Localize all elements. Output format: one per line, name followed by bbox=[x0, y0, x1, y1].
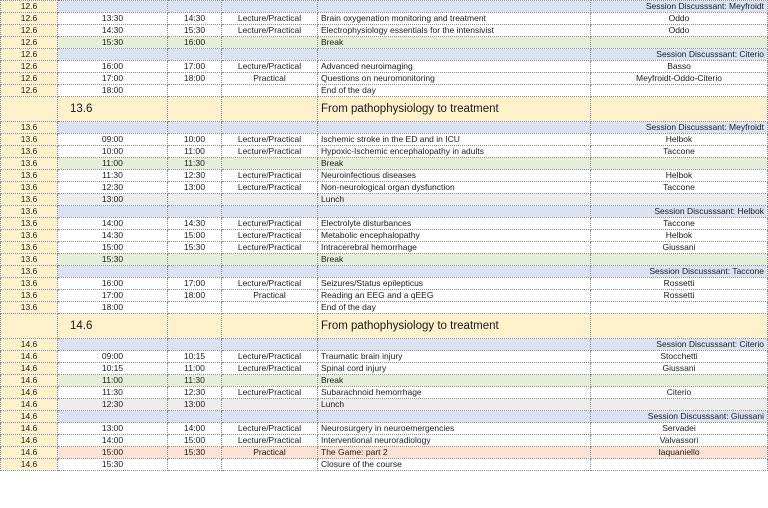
end-time-cell bbox=[168, 254, 222, 266]
date-cell: 12.6 bbox=[1, 37, 58, 49]
format-cell bbox=[222, 194, 318, 206]
end-time-cell: 16:00 bbox=[168, 37, 222, 49]
end-time-cell bbox=[168, 339, 222, 351]
start-time-cell bbox=[58, 266, 168, 278]
session-discussant-cell: Session Discusssant: Helbok bbox=[591, 206, 768, 218]
end-time-cell: 10:15 bbox=[168, 351, 222, 363]
format-cell bbox=[222, 37, 318, 49]
title-cell: Metabolic encephalopathy bbox=[318, 230, 591, 242]
start-time-cell: 11:30 bbox=[58, 387, 168, 399]
date-cell: 13.6 bbox=[1, 230, 58, 242]
title-cell: End of the day bbox=[318, 302, 591, 314]
speaker-cell: Meyfroidt-Oddo-Citerio bbox=[591, 73, 768, 85]
speaker-cell: Basso bbox=[591, 61, 768, 73]
speaker-cell: Servadei bbox=[591, 423, 768, 435]
table-row bbox=[1, 218, 768, 230]
title-cell: The Game: part 2 bbox=[318, 447, 591, 459]
speaker-cell: Taccone bbox=[591, 218, 768, 230]
start-time-cell: 12:30 bbox=[58, 399, 168, 411]
speaker-cell: Helbok bbox=[591, 230, 768, 242]
end-time-cell: 15:00 bbox=[168, 435, 222, 447]
title-cell: End of the day bbox=[318, 85, 591, 97]
session-discussant-cell: Session Discusssant: Giussani bbox=[591, 411, 768, 423]
table-row bbox=[1, 459, 768, 471]
title-cell bbox=[318, 411, 591, 423]
date-cell: 14.6 bbox=[1, 447, 58, 459]
format-cell bbox=[222, 122, 318, 134]
date-cell: 13.6 bbox=[1, 182, 58, 194]
date-cell: 13.6 bbox=[1, 170, 58, 182]
end-time-cell: 15:30 bbox=[168, 242, 222, 254]
start-time-cell: 18:00 bbox=[58, 85, 168, 97]
format-cell bbox=[222, 1, 318, 13]
date-cell bbox=[1, 97, 58, 122]
format-cell: Lecture/Practical bbox=[222, 278, 318, 290]
date-cell bbox=[1, 314, 58, 339]
speaker-cell: Rossetti bbox=[591, 290, 768, 302]
speaker-cell: Helbok bbox=[591, 170, 768, 182]
speaker-cell bbox=[591, 97, 768, 122]
date-cell: 13.6 bbox=[1, 242, 58, 254]
format-cell: Practical bbox=[222, 447, 318, 459]
table-row bbox=[1, 399, 768, 411]
title-cell: Subarachnoid hemorrhage bbox=[318, 387, 591, 399]
speaker-cell: Taccone bbox=[591, 182, 768, 194]
start-time-cell: 17:00 bbox=[58, 290, 168, 302]
speaker-cell: Citerio bbox=[591, 387, 768, 399]
format-cell bbox=[222, 459, 318, 471]
start-time-cell bbox=[58, 339, 168, 351]
title-cell bbox=[318, 1, 591, 13]
session-row bbox=[1, 206, 768, 218]
title-cell: Electrophysiology essentials for the intensivist bbox=[318, 25, 591, 37]
end-time-cell: 12:30 bbox=[168, 387, 222, 399]
session-row bbox=[1, 1, 768, 13]
date-cell: 12.6 bbox=[1, 25, 58, 37]
format-cell: Lecture/Practical bbox=[222, 182, 318, 194]
end-time-cell bbox=[168, 97, 222, 122]
end-time-cell: 14:00 bbox=[168, 423, 222, 435]
date-cell: 14.6 bbox=[1, 423, 58, 435]
start-time-cell: 15:30 bbox=[58, 37, 168, 49]
table-row bbox=[1, 435, 768, 447]
title-cell: Lunch bbox=[318, 194, 591, 206]
start-time-cell: 14:00 bbox=[58, 435, 168, 447]
start-time-cell: 13:00 bbox=[58, 423, 168, 435]
start-time-cell: 18:00 bbox=[58, 302, 168, 314]
date-cell: 13.6 bbox=[1, 146, 58, 158]
start-time-cell: 14:00 bbox=[58, 218, 168, 230]
speaker-cell: Oddo bbox=[591, 13, 768, 25]
table-row bbox=[1, 146, 768, 158]
date-cell: 14.6 bbox=[1, 399, 58, 411]
title-cell: Break bbox=[318, 158, 591, 170]
end-time-cell: 17:00 bbox=[168, 278, 222, 290]
format-cell: Lecture/Practical bbox=[222, 25, 318, 37]
start-time-cell: 15:00 bbox=[58, 447, 168, 459]
start-time-cell: 14.6 bbox=[58, 314, 168, 339]
title-cell: From pathophysiology to treatment bbox=[318, 314, 591, 339]
title-cell bbox=[318, 49, 591, 61]
title-cell: Questions on neuromonitoring bbox=[318, 73, 591, 85]
end-time-cell: 13:00 bbox=[168, 182, 222, 194]
date-cell: 13.6 bbox=[1, 266, 58, 278]
start-time-cell: 15:30 bbox=[58, 459, 168, 471]
day-header-row bbox=[1, 97, 768, 122]
date-cell: 13.6 bbox=[1, 218, 58, 230]
speaker-cell: Giussani bbox=[591, 242, 768, 254]
end-time-cell: 18:00 bbox=[168, 73, 222, 85]
speaker-cell bbox=[591, 37, 768, 49]
date-cell: 13.6 bbox=[1, 134, 58, 146]
format-cell: Lecture/Practical bbox=[222, 146, 318, 158]
speaker-cell: Taccone bbox=[591, 146, 768, 158]
speaker-cell bbox=[591, 302, 768, 314]
date-cell: 14.6 bbox=[1, 339, 58, 351]
format-cell: Lecture/Practical bbox=[222, 134, 318, 146]
start-time-cell: 10:00 bbox=[58, 146, 168, 158]
date-cell: 12.6 bbox=[1, 61, 58, 73]
title-cell: Reading an EEG and a qEEG bbox=[318, 290, 591, 302]
speaker-cell: Helbok bbox=[591, 134, 768, 146]
date-cell: 14.6 bbox=[1, 375, 58, 387]
table-row bbox=[1, 278, 768, 290]
date-cell: 12.6 bbox=[1, 73, 58, 85]
schedule-body bbox=[1, 1, 768, 471]
end-time-cell: 17:00 bbox=[168, 61, 222, 73]
format-cell: Lecture/Practical bbox=[222, 363, 318, 375]
format-cell: Lecture/Practical bbox=[222, 13, 318, 25]
title-cell bbox=[318, 339, 591, 351]
start-time-cell: 16:00 bbox=[58, 278, 168, 290]
speaker-cell: Stocchetti bbox=[591, 351, 768, 363]
date-cell: 13.6 bbox=[1, 254, 58, 266]
end-time-cell: 14:30 bbox=[168, 218, 222, 230]
title-cell bbox=[318, 122, 591, 134]
format-cell bbox=[222, 375, 318, 387]
date-cell: 13.6 bbox=[1, 158, 58, 170]
title-cell bbox=[318, 266, 591, 278]
date-cell: 12.6 bbox=[1, 1, 58, 13]
session-discussant-cell: Session Discusssant: Citerio bbox=[591, 49, 768, 61]
format-cell bbox=[222, 266, 318, 278]
table-row bbox=[1, 375, 768, 387]
end-time-cell: 13:00 bbox=[168, 399, 222, 411]
format-cell: Lecture/Practical bbox=[222, 170, 318, 182]
end-time-cell bbox=[168, 206, 222, 218]
format-cell: Practical bbox=[222, 290, 318, 302]
format-cell: Lecture/Practical bbox=[222, 423, 318, 435]
speaker-cell bbox=[591, 399, 768, 411]
session-row bbox=[1, 339, 768, 351]
title-cell: Brain oxygenation monitoring and treatment bbox=[318, 13, 591, 25]
title-cell: Hypoxic-Ischemic encephalopathy in adults bbox=[318, 146, 591, 158]
date-cell: 14.6 bbox=[1, 351, 58, 363]
table-row bbox=[1, 134, 768, 146]
start-time-cell: 17:00 bbox=[58, 73, 168, 85]
start-time-cell: 10:15 bbox=[58, 363, 168, 375]
end-time-cell: 15:00 bbox=[168, 230, 222, 242]
start-time-cell: 15:00 bbox=[58, 242, 168, 254]
title-cell: Non-neurological organ dysfunction bbox=[318, 182, 591, 194]
title-cell: Spinal cord injury bbox=[318, 363, 591, 375]
format-cell: Lecture/Practical bbox=[222, 387, 318, 399]
date-cell: 14.6 bbox=[1, 411, 58, 423]
end-time-cell: 11:30 bbox=[168, 158, 222, 170]
start-time-cell: 09:00 bbox=[58, 134, 168, 146]
start-time-cell: 13:30 bbox=[58, 13, 168, 25]
title-cell: Advanced neuroimaging bbox=[318, 61, 591, 73]
session-row bbox=[1, 411, 768, 423]
title-cell: Neurosurgery in neuroemergencies bbox=[318, 423, 591, 435]
end-time-cell: 14:30 bbox=[168, 13, 222, 25]
end-time-cell: 12:30 bbox=[168, 170, 222, 182]
table-row bbox=[1, 423, 768, 435]
end-time-cell: 11:30 bbox=[168, 375, 222, 387]
end-time-cell: 15:30 bbox=[168, 25, 222, 37]
start-time-cell: 16:00 bbox=[58, 61, 168, 73]
end-time-cell bbox=[168, 49, 222, 61]
end-time-cell bbox=[168, 411, 222, 423]
start-time-cell bbox=[58, 49, 168, 61]
date-cell: 12.6 bbox=[1, 13, 58, 25]
format-cell bbox=[222, 206, 318, 218]
title-cell: Interventional neuroradiology bbox=[318, 435, 591, 447]
end-time-cell bbox=[168, 266, 222, 278]
session-discussant-cell: Session Discusssant: Citerio bbox=[591, 339, 768, 351]
date-cell: 12.6 bbox=[1, 85, 58, 97]
format-cell: Lecture/Practical bbox=[222, 230, 318, 242]
date-cell: 13.6 bbox=[1, 302, 58, 314]
table-row bbox=[1, 194, 768, 206]
start-time-cell: 14:30 bbox=[58, 230, 168, 242]
table-row bbox=[1, 37, 768, 49]
table-row bbox=[1, 254, 768, 266]
start-time-cell: 13:00 bbox=[58, 194, 168, 206]
speaker-cell bbox=[591, 158, 768, 170]
table-row bbox=[1, 13, 768, 25]
format-cell bbox=[222, 339, 318, 351]
end-time-cell bbox=[168, 1, 222, 13]
start-time-cell: 15:30 bbox=[58, 254, 168, 266]
title-cell: Break bbox=[318, 254, 591, 266]
table-row bbox=[1, 447, 768, 459]
date-cell: 13.6 bbox=[1, 194, 58, 206]
title-cell: Intracerebral hemorrhage bbox=[318, 242, 591, 254]
end-time-cell bbox=[168, 194, 222, 206]
table-row bbox=[1, 182, 768, 194]
date-cell: 13.6 bbox=[1, 206, 58, 218]
format-cell: Lecture/Practical bbox=[222, 61, 318, 73]
table-row bbox=[1, 25, 768, 37]
format-cell bbox=[222, 254, 318, 266]
title-cell: Break bbox=[318, 375, 591, 387]
end-time-cell: 11:00 bbox=[168, 146, 222, 158]
format-cell bbox=[222, 411, 318, 423]
format-cell: Practical bbox=[222, 73, 318, 85]
session-discussant-cell: Session Discusssant: Meyfroidt bbox=[591, 122, 768, 134]
table-row bbox=[1, 85, 768, 97]
table-row bbox=[1, 230, 768, 242]
format-cell: Lecture/Practical bbox=[222, 435, 318, 447]
format-cell bbox=[222, 302, 318, 314]
table-row bbox=[1, 363, 768, 375]
start-time-cell bbox=[58, 411, 168, 423]
start-time-cell: 11:30 bbox=[58, 170, 168, 182]
session-discussant-cell: Session Discusssant: Meyfroidt bbox=[591, 1, 768, 13]
table-row bbox=[1, 242, 768, 254]
date-cell: 12.6 bbox=[1, 49, 58, 61]
end-time-cell bbox=[168, 302, 222, 314]
start-time-cell bbox=[58, 122, 168, 134]
speaker-cell bbox=[591, 459, 768, 471]
title-cell: Closure of the course bbox=[318, 459, 591, 471]
speaker-cell bbox=[591, 375, 768, 387]
title-cell: Neuroinfectious diseases bbox=[318, 170, 591, 182]
speaker-cell: Rossetti bbox=[591, 278, 768, 290]
format-cell bbox=[222, 399, 318, 411]
session-row bbox=[1, 49, 768, 61]
date-cell: 14.6 bbox=[1, 387, 58, 399]
speaker-cell bbox=[591, 314, 768, 339]
title-cell: Ischemic stroke in the ED and in ICU bbox=[318, 134, 591, 146]
start-time-cell bbox=[58, 1, 168, 13]
speaker-cell: Oddo bbox=[591, 25, 768, 37]
table-row bbox=[1, 73, 768, 85]
format-cell bbox=[222, 158, 318, 170]
start-time-cell: 09:00 bbox=[58, 351, 168, 363]
format-cell bbox=[222, 97, 318, 122]
date-cell: 14.6 bbox=[1, 459, 58, 471]
end-time-cell: 10:00 bbox=[168, 134, 222, 146]
end-time-cell bbox=[168, 122, 222, 134]
title-cell: Seizures/Status epilepticus bbox=[318, 278, 591, 290]
format-cell: Lecture/Practical bbox=[222, 242, 318, 254]
start-time-cell: 11:00 bbox=[58, 158, 168, 170]
start-time-cell: 14:30 bbox=[58, 25, 168, 37]
table-row bbox=[1, 302, 768, 314]
date-cell: 14.6 bbox=[1, 435, 58, 447]
table-row bbox=[1, 387, 768, 399]
end-time-cell bbox=[168, 314, 222, 339]
end-time-cell: 11:00 bbox=[168, 363, 222, 375]
end-time-cell: 18:00 bbox=[168, 290, 222, 302]
end-time-cell bbox=[168, 85, 222, 97]
format-cell bbox=[222, 85, 318, 97]
date-cell: 13.6 bbox=[1, 278, 58, 290]
speaker-cell bbox=[591, 85, 768, 97]
title-cell: Break bbox=[318, 37, 591, 49]
table-row bbox=[1, 290, 768, 302]
speaker-cell: Valvassori bbox=[591, 435, 768, 447]
start-time-cell: 12:30 bbox=[58, 182, 168, 194]
title-cell: From pathophysiology to treatment bbox=[318, 97, 591, 122]
table-row bbox=[1, 351, 768, 363]
speaker-cell bbox=[591, 194, 768, 206]
end-time-cell bbox=[168, 459, 222, 471]
start-time-cell: 11:00 bbox=[58, 375, 168, 387]
table-row bbox=[1, 170, 768, 182]
speaker-cell: Giussani bbox=[591, 363, 768, 375]
speaker-cell: Iaquaniello bbox=[591, 447, 768, 459]
end-time-cell: 15:30 bbox=[168, 447, 222, 459]
table-row bbox=[1, 158, 768, 170]
speaker-cell bbox=[591, 254, 768, 266]
session-row bbox=[1, 266, 768, 278]
format-cell bbox=[222, 314, 318, 339]
title-cell: Traumatic brain injury bbox=[318, 351, 591, 363]
date-cell: 13.6 bbox=[1, 290, 58, 302]
table-row bbox=[1, 61, 768, 73]
start-time-cell bbox=[58, 206, 168, 218]
session-row bbox=[1, 122, 768, 134]
day-header-row bbox=[1, 314, 768, 339]
date-cell: 13.6 bbox=[1, 122, 58, 134]
title-cell: Electrolyte disturbances bbox=[318, 218, 591, 230]
title-cell: Lunch bbox=[318, 399, 591, 411]
session-discussant-cell: Session Discusssant: Taccone bbox=[591, 266, 768, 278]
format-cell bbox=[222, 49, 318, 61]
start-time-cell: 13.6 bbox=[58, 97, 168, 122]
format-cell: Lecture/Practical bbox=[222, 218, 318, 230]
format-cell: Lecture/Practical bbox=[222, 351, 318, 363]
date-cell: 14.6 bbox=[1, 363, 58, 375]
title-cell bbox=[318, 206, 591, 218]
